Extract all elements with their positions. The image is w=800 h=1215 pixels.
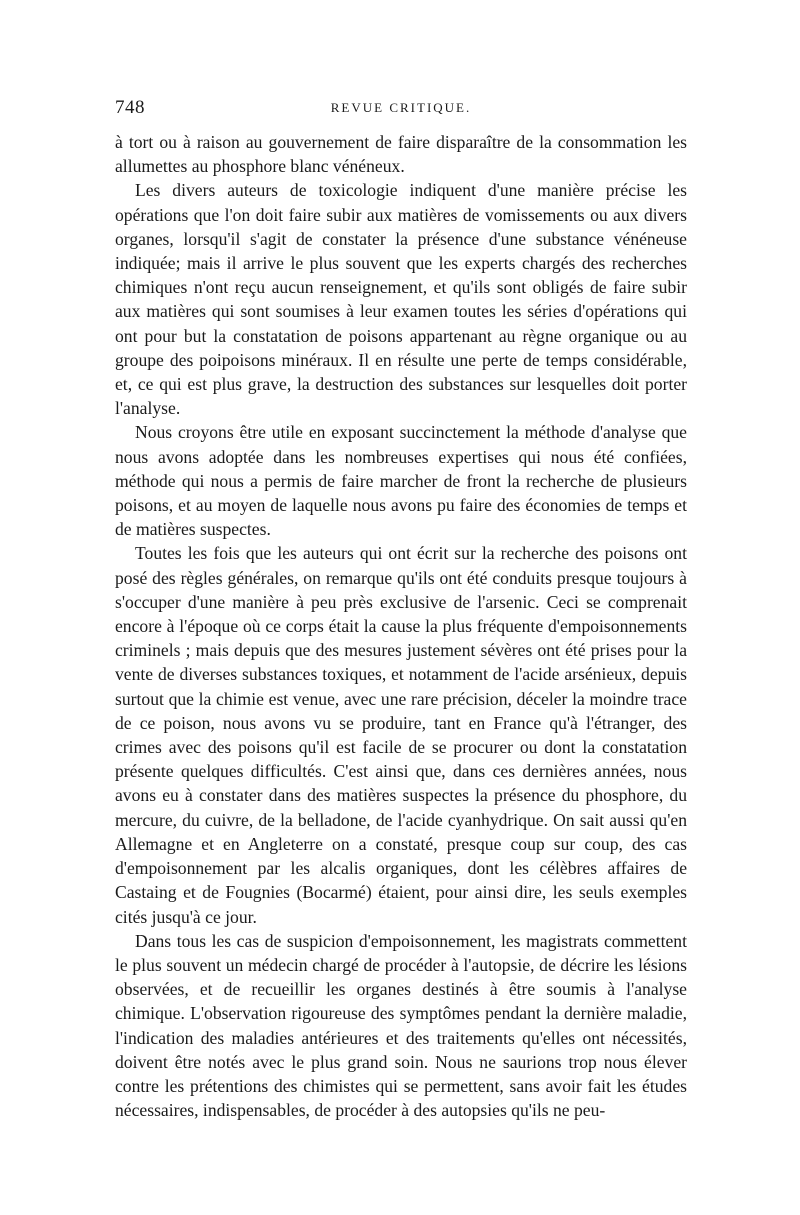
page-number: 748	[115, 97, 145, 118]
paragraph: Les divers auteurs de toxicologie indiquent d'une manière précise les opérations que l'on doit faire subir aux matières de vomissements ou aux divers organes, lorsqu'il s'agit de constater la présence d'une substance vénéneuse indiquée; mais il arrive le plus souvent que les experts chargés des recherches chimiques n'ont reçu aucun renseignement, et qu'ils sont obligés de faire subir aux matières qui sont soumises à leur examen toutes les séries d'opérations qui ont pour but la constatation de poisons appartenant au règne organique ou au groupe des poipoisons minéraux. Il en résulte une perte de temps considérable, et, ce qui est plus grave, la destruction des substances sur lesquelles doit porter l'analyse.	[115, 180, 687, 419]
paragraph: Dans tous les cas de suspicion d'empoisonnement, les magistrats commettent le plus souvent un médecin chargé de procéder à l'autopsie, de décrire les lésions observées, et de recueillir les organes destinés à être soumis à l'analyse chimique. L'observation rigoureuse des symptômes pendant la dernière maladie, l'indication des maladies antérieures et des traitements qu'elles ont nécessités, doivent être notés avec le plus grand soin. Nous ne saurions trop nous élever contre les prétentions des chimistes qui se permettent, sans avoir fait les études nécessaires, indispensables, de procéder à des autopsies qu'ils ne peu-	[115, 930, 687, 1121]
paragraph-continuation: à tort ou à raison au gouvernement de faire disparaître de la consommation les allumettes au phosphore blanc vénéneux.	[115, 132, 687, 177]
running-title: REVUE CRITIQUE.	[330, 100, 472, 115]
paragraph: Toutes les fois que les auteurs qui ont écrit sur la recherche des poisons ont posé des règles générales, on remarque qu'ils ont été conduits presque toujours à s'occuper d'une manière à peu près exclusive de l'arsenic. Ceci se comprenait encore à l'époque où ce corps était la cause la plus fréquente d'empoisonnements criminels ; mais depuis que des mesures justement sévères ont été prises pour la vente de diverses substances toxiques, et notamment de l'acide arsénieux, depuis surtout que la chimie est venue, avec une rare précision, déceler la moindre trace de ce poison, nous avons vu se produire, tant en France qu'à l'étranger, des crimes avec des poisons qu'il est facile de se procurer ou dont la constatation présente quelques difficultés. C'est ainsi que, dans ces dernières années, nous avons eu à constater dans des matières suspectes la présence du phosphore, du mercure, du cuivre, de la belladone, de l'acide cyanhydrique. On sait aussi qu'en Allemagne et en Angleterre on a constaté, presque coup sur coup, des cas d'empoisonnement par les alcalis organiques, dont les célèbres affaires de Castaing et de Fougnies (Bocarmé) étaient, pour ainsi dire, les seuls exemples cités jusqu'à ce jour.	[115, 543, 687, 927]
paragraph: Nous croyons être utile en exposant succinctement la méthode d'analyse que nous avons adoptée dans les nombreuses expertises qui nous été confiées, méthode qui nous a permis de faire marcher de front la recherche de plusieurs poisons, et au moyen de laquelle nous avons pu faire des économies de temps et de matières suspectes.	[115, 422, 687, 540]
page-header	[115, 97, 687, 123]
body-text	[115, 130, 687, 1122]
